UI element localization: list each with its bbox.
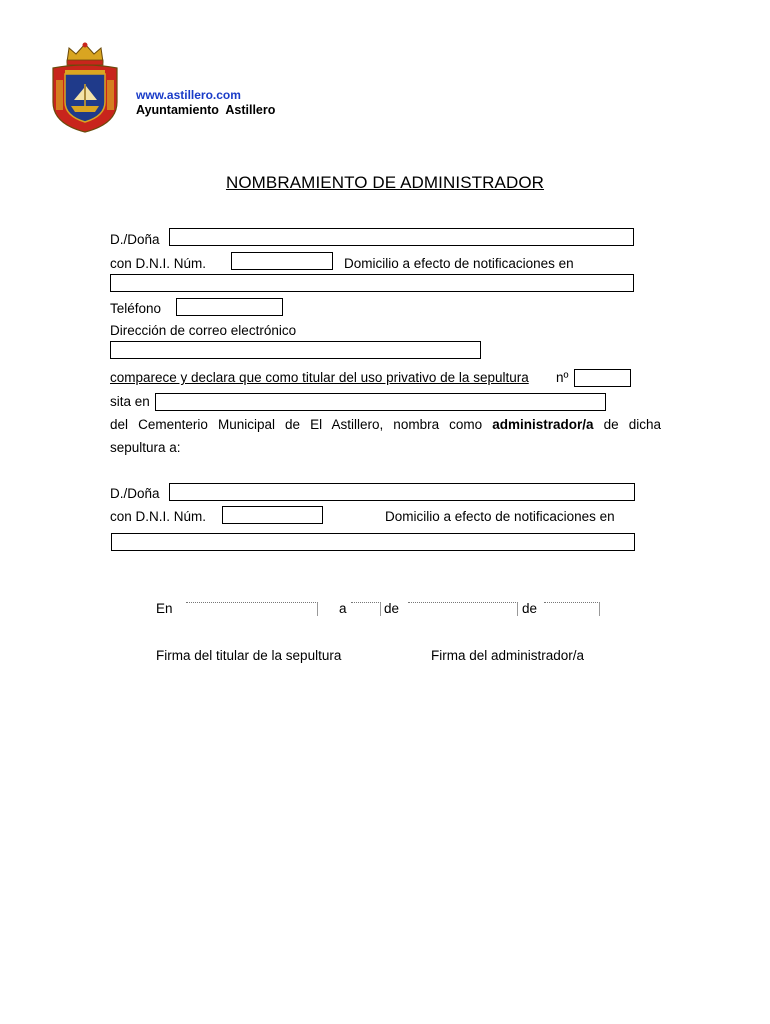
applicant-address-field[interactable] <box>110 274 634 292</box>
date-day-label: a <box>339 601 347 616</box>
grave-location-label: sita en <box>110 394 150 409</box>
page-title: NOMBRAMIENTO DE ADMINISTRADOR <box>225 173 545 192</box>
applicant-address-label: Domicilio a efecto de notificaciones en <box>344 256 574 271</box>
date-year-field[interactable] <box>544 602 600 616</box>
administrator-dni-field[interactable] <box>222 506 323 524</box>
municipal-coat-of-arms-logo <box>45 40 125 135</box>
applicant-phone-field[interactable] <box>176 298 283 316</box>
applicant-email-field[interactable] <box>110 341 481 359</box>
coat-of-arms-icon <box>45 40 125 135</box>
grave-number-label: nº <box>556 370 569 385</box>
date-month-field[interactable] <box>408 602 518 616</box>
grave-location-field[interactable] <box>155 393 606 411</box>
applicant-dni-field[interactable] <box>231 252 333 270</box>
administrator-name-label: D./Doña <box>110 486 160 501</box>
cemetery-statement-part2: de dicha <box>603 417 661 432</box>
date-month-label: de <box>384 601 400 616</box>
applicant-phone-label: Teléfono <box>110 301 162 316</box>
applicant-name-label: D./Doña <box>110 232 160 247</box>
applicant-dni-label: con D.N.I. Núm. <box>110 256 207 271</box>
administrator-signature-label: Firma del administrador/a <box>431 648 585 663</box>
applicant-name-field[interactable] <box>169 228 634 246</box>
declaration-text: comparece y declara que como titular del uso privativo de la sepultura <box>110 370 529 385</box>
cemetery-statement-part1: del Cementerio Municipal de El Astillero, nombra como <box>110 417 483 432</box>
administrator-bold-text: administrador/a <box>492 417 594 432</box>
date-place-label: En <box>156 601 173 616</box>
cemetery-statement <box>110 417 661 433</box>
administrator-address-field[interactable] <box>111 533 635 551</box>
grave-to-label: sepultura a: <box>110 440 181 455</box>
administrator-dni-label: con D.N.I. Núm. <box>110 509 207 524</box>
applicant-email-label: Dirección de correo electrónico <box>110 323 297 338</box>
grave-number-field[interactable] <box>574 369 631 387</box>
date-day-field[interactable] <box>351 602 381 616</box>
titular-signature-label: Firma del titular de la sepultura <box>156 648 342 663</box>
administrator-address-label: Domicilio a efecto de notificaciones en <box>385 509 615 524</box>
administrator-name-field[interactable] <box>169 483 635 501</box>
municipality-name: Ayuntamiento Astillero <box>136 103 276 117</box>
date-place-field[interactable] <box>186 602 318 616</box>
date-year-label: de <box>522 601 538 616</box>
website-link[interactable]: www.astillero.com <box>136 88 241 102</box>
